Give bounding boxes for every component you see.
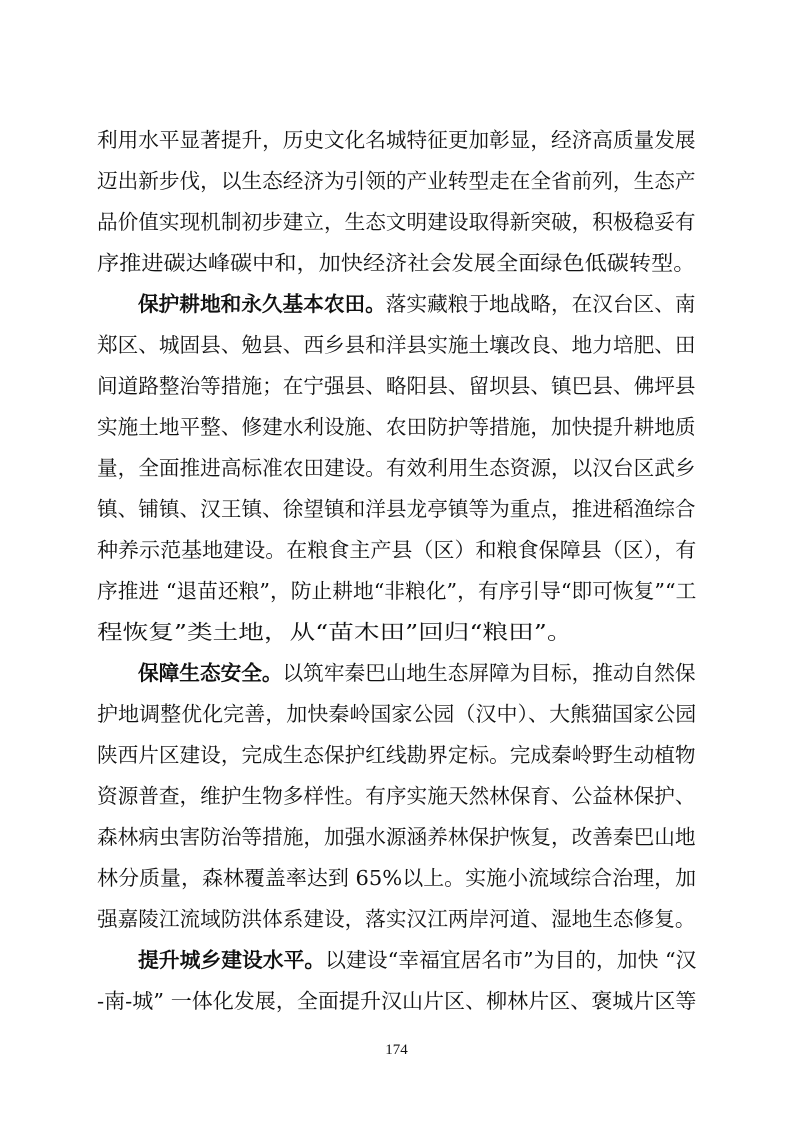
text-line bbox=[0, 614, 793, 650]
text-line bbox=[0, 573, 793, 609]
text-line bbox=[0, 122, 793, 158]
text-line bbox=[0, 450, 793, 486]
text-line bbox=[0, 245, 793, 281]
line-text: 品价值实现机制初步建立，生态文明建设取得新突破，积极稳妥有 bbox=[97, 210, 696, 234]
line-text: 以建设“幸福宜居名市”为目的，加快 “汉 bbox=[325, 948, 697, 972]
text-line bbox=[0, 860, 793, 896]
line-text: 量，全面推进高标准农田建设。有效利用生态资源，以汉台区武乡 bbox=[97, 456, 696, 480]
text-line bbox=[0, 778, 793, 814]
line-text: 间道路整治等措施；在宁强县、略阳县、留坝县、镇巴县、佛坪县 bbox=[97, 374, 696, 398]
line-text: 以筑牢秦巴山地生态屏障为目标，推动自然保 bbox=[282, 661, 696, 685]
text-line bbox=[0, 737, 793, 773]
line-text: 种养示范基地建设。在粮食主产县（区）和粮食保障县（区），有 bbox=[97, 538, 697, 562]
text-line bbox=[0, 163, 793, 199]
section-heading: 提升城乡建设水平。 bbox=[138, 948, 326, 972]
text-line bbox=[0, 901, 793, 937]
line-text: 郑区、城固县、勉县、西乡县和洋县实施土壤改良、地力培肥、田 bbox=[97, 333, 696, 357]
text-line bbox=[0, 983, 793, 1019]
line-text: 镇、铺镇、汉王镇、徐望镇和洋县龙亭镇等为重点，推进稻渔综合 bbox=[97, 497, 696, 521]
line-text: 迈出新步伐，以生态经济为引领的产业转型走在全省前列，生态产 bbox=[97, 169, 696, 193]
line-text: 序推进碳达峰碳中和，加快经济社会发展全面绿色低碳转型。 bbox=[97, 251, 696, 275]
line-text: 森林病虫害防治等措施，加强水源涵养林保护恢复，改善秦巴山地 bbox=[97, 825, 696, 849]
page-number: 174 bbox=[385, 1042, 408, 1058]
line-text: 护地调整优化完善，加快秦岭国家公园（汉中）、大熊猫国家公园 bbox=[97, 702, 697, 726]
line-text: 程恢复”类土地，从“苗木田”回归“粮田”。 bbox=[97, 620, 573, 644]
section-heading: 保护耕地和永久基本农田。 bbox=[138, 292, 386, 316]
line-text: 序推进 “退苗还粮”，防止耕地“非粮化”，有序引导“即可恢复”“工 bbox=[97, 579, 697, 603]
paragraph-first-line bbox=[0, 942, 793, 978]
text-line bbox=[0, 204, 793, 240]
text-line bbox=[0, 819, 793, 855]
paragraph-first-line bbox=[0, 286, 793, 322]
line-text: 落实藏粮于地战略，在汉台区、南 bbox=[385, 292, 696, 316]
line-text: 实施土地平整、修建水利设施、农田防护等措施，加快提升耕地质 bbox=[97, 415, 696, 439]
line-text: 陕西片区建设，完成生态保护红线勘界定标。完成秦岭野生动植物 bbox=[97, 743, 696, 767]
section-heading: 保障生态安全。 bbox=[138, 661, 283, 685]
line-text: 利用水平显著提升，历史文化名城特征更加彰显，经济高质量发展 bbox=[97, 128, 696, 152]
line-text: 资源普查，维护生物多样性。有序实施天然林保育、公益林保护、 bbox=[97, 784, 696, 808]
text-line bbox=[0, 327, 793, 363]
text-line bbox=[0, 491, 793, 527]
text-line bbox=[0, 532, 793, 568]
line-text: 林分质量，森林覆盖率达到 65%以上。实施小流域综合治理，加 bbox=[97, 866, 697, 890]
text-line bbox=[0, 409, 793, 445]
paragraph-first-line bbox=[0, 655, 793, 691]
line-text: 强嘉陵江流域防洪体系建设，落实汉江两岸河道、湿地生态修复。 bbox=[97, 907, 696, 931]
text-line bbox=[0, 696, 793, 732]
text-line bbox=[0, 368, 793, 404]
line-text: -南-城” 一体化发展，全面提升汉山片区、柳林片区、褒城片区等 bbox=[97, 989, 697, 1013]
